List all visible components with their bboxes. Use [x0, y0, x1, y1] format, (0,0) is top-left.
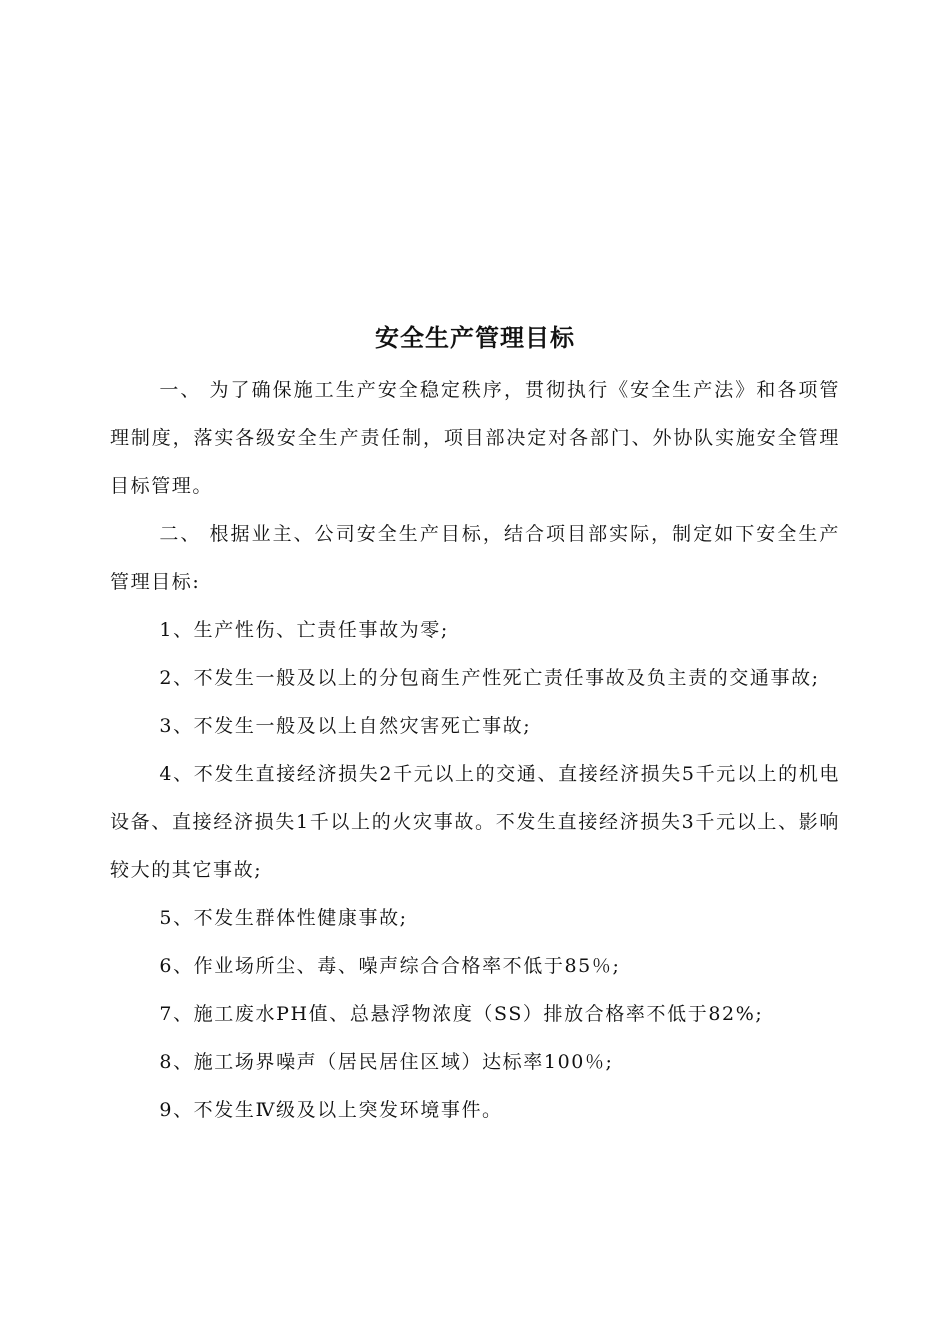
paragraph-purpose: 一、 为了确保施工生产安全稳定秩序，贯彻执行《安全生产法》和各项管理制度，落实各级安全生产责任制，项目部决定对各部门、外协队实施安全管理目标管理。	[110, 379, 840, 497]
goal-item-8: 8、施工场界噪声（居民居住区域）达标率100％;	[159, 1051, 614, 1073]
goal-item-5: 5、不发生群体性健康事故;	[159, 907, 408, 929]
goal-item-7: 7、施工废水PH值、总悬浮物浓度（SS）排放合格率不低于82%;	[159, 1003, 764, 1025]
goal-item-1: 1、生产性伤、亡责任事故为零;	[159, 619, 449, 641]
document-page	[110, 318, 840, 1134]
goal-item-2: 2、不发生一般及以上的分包商生产性死亡责任事故及负主责的交通事故;	[159, 667, 820, 689]
goal-item-3: 3、不发生一般及以上自然灾害死亡事故;	[159, 715, 532, 737]
goal-item-6: 6、作业场所尘、毒、噪声综合合格率不低于85％;	[159, 955, 621, 977]
goal-item-9: 9、不发生Ⅳ级及以上突发环境事件。	[159, 1099, 503, 1121]
paragraph-goals-intro: 二、 根据业主、公司安全生产目标，结合项目部实际，制定如下安全生产管理目标:	[110, 523, 840, 593]
document-title: 安全生产管理目标	[375, 324, 575, 352]
goal-item-4: 4、不发生直接经济损失2千元以上的交通、直接经济损失5千元以上的机电设备、直接经济损失1千以上的火灾事故。不发生直接经济损失3千元以上、影响较大的其它事故;	[110, 763, 840, 881]
